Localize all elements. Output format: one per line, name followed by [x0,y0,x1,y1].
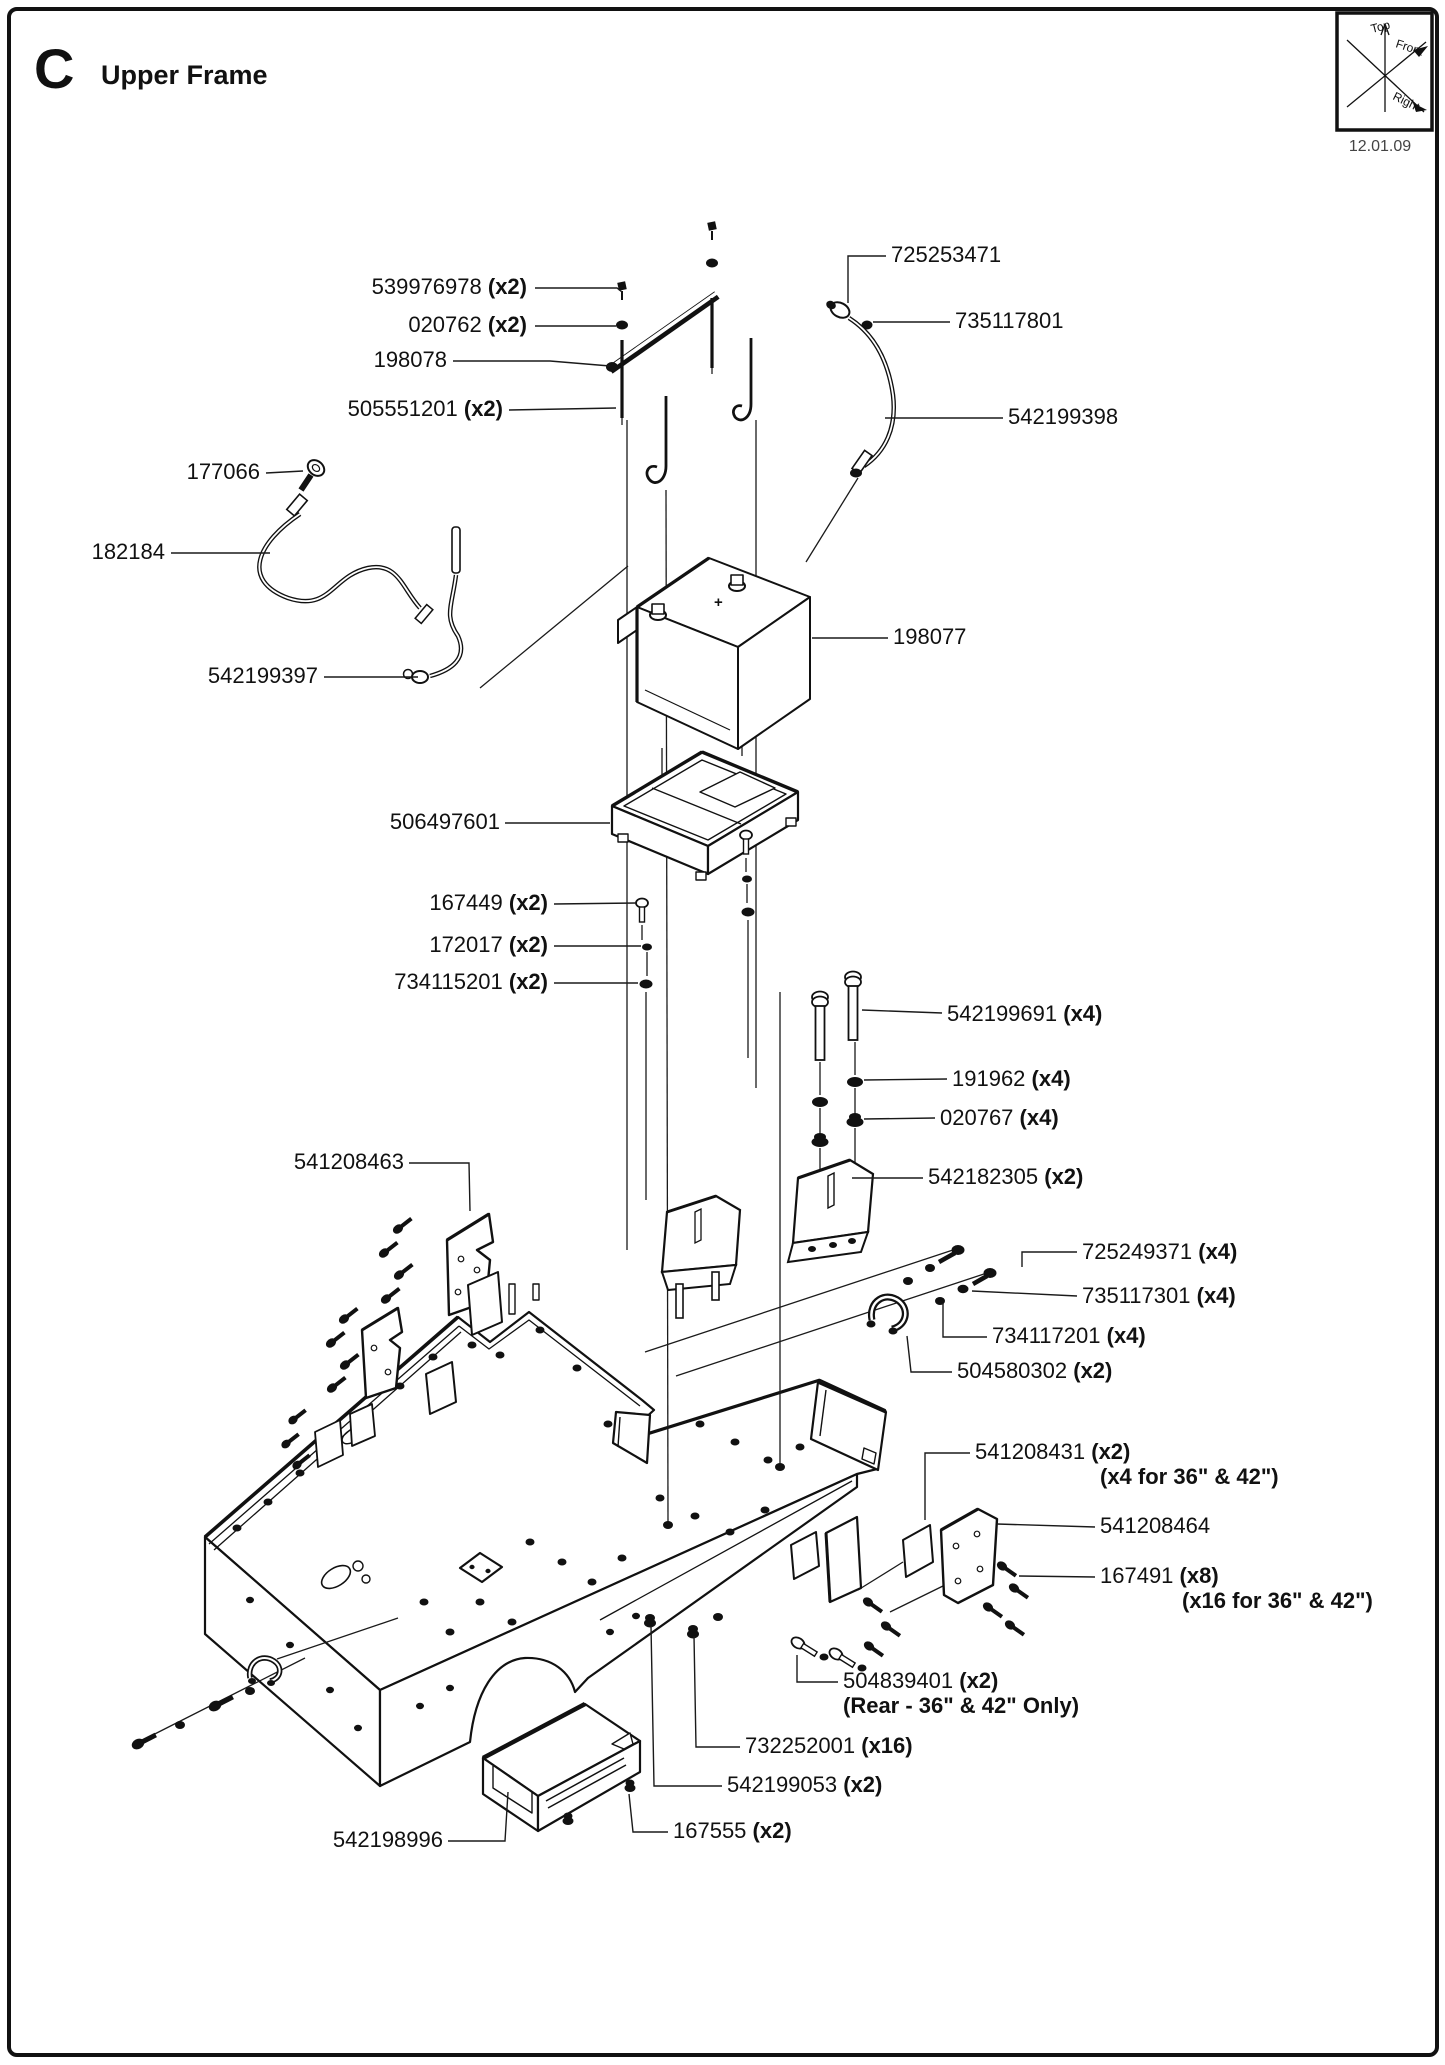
part-label-542199398: 542199398 [1008,404,1119,429]
part-label-734115201: 734115201 (x2) [394,969,548,994]
part-label-539976978: 539976978 (x2) [371,274,527,299]
section-letter: C [34,37,76,100]
part-label-198077: 198077 [893,624,967,649]
orientation-compass [1337,13,1432,130]
battery-cable-542199398 [825,299,894,477]
compass-right-label: Right [1390,89,1423,114]
j-bolt-hardware [606,221,751,482]
part-label-167555: 167555 (x2) [673,1818,792,1843]
battery-polarity-mark: + [714,594,723,611]
bolts-504839401 [789,1635,866,1671]
battery-cable-542199397 [404,527,462,683]
pin-and-bracket-group [662,972,873,1319]
battery-tray-drawing [612,752,798,880]
right-plate-group [791,1509,997,1603]
clamp-bolt-group [867,1245,997,1335]
part-label-172017: 172017 (x2) [429,932,548,957]
part-label-177066: 177066 [186,459,260,484]
part-label-506497601: 506497601 [389,809,500,834]
part-label-020767: 020767 (x4) [940,1105,1059,1130]
part-label-542182305: 542182305 (x2) [928,1164,1084,1189]
part-label-191962: 191962 (x4) [952,1066,1071,1091]
part-label-505551201: 505551201 (x2) [347,396,503,421]
compass-front-label: Front [1394,36,1426,59]
part-label-504580302: 504580302 (x2) [957,1358,1113,1383]
part-label-541208464: 541208464 [1100,1513,1211,1538]
part-label-542199397: 542199397 [207,663,318,688]
page-title: Upper Frame [101,60,268,90]
part-label-735117301: 735117301 (x4) [1082,1283,1236,1308]
part-label-167491: 167491 (x8) (x16 for 36" & 42") [1100,1563,1373,1613]
part-label-542199691: 542199691 (x4) [947,1001,1103,1026]
battery-cable-182184 [259,457,433,624]
part-label-542198996: 542198996 [332,1827,443,1852]
part-label-725253471: 725253471 [891,242,1002,267]
revision-date: 12.01.09 [1348,138,1412,155]
part-label-541208463: 541208463 [293,1149,404,1174]
part-label-725249371: 725249371 (x4) [1082,1239,1238,1264]
part-label-732252001: 732252001 (x16) [745,1733,913,1758]
battery-drawing [618,558,810,749]
part-label-182184: 182184 [91,539,165,564]
part-label-198078: 198078 [373,347,447,372]
part-label-167449: 167449 (x2) [429,890,548,915]
part-label-735117801: 735117801 [955,308,1064,333]
compass-top-label: Top [1369,17,1392,36]
part-label-541208431: 541208431 (x2) (x4 for 36" & 42") [975,1439,1279,1489]
part-label-734117201: 734117201 (x4) [992,1323,1146,1348]
page-border [9,9,1437,2055]
part-label-504839401: 504839401 (x2) (Rear - 36" & 42" Only) [843,1668,1080,1718]
frame-drawing [205,1284,886,1786]
part-label-020762: 020762 (x2) [408,312,527,337]
part-label-542199053: 542199053 (x2) [727,1772,883,1797]
